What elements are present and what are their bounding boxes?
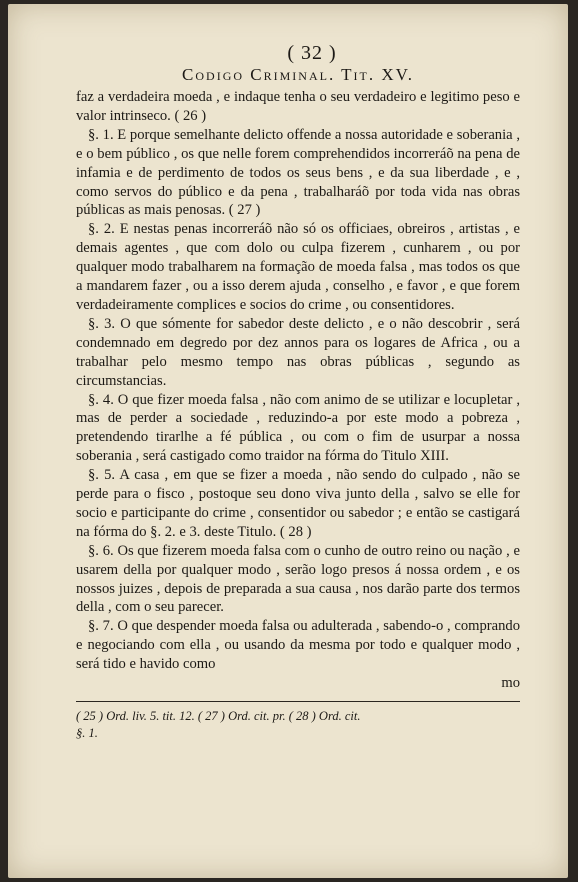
catchword: mo: [501, 675, 520, 692]
page-number: ( 32 ): [287, 42, 337, 64]
footnote-rule: [76, 701, 520, 702]
body-text: [76, 88, 520, 693]
paragraph-section-5: §. 5. A casa , em que se fizer a moeda , não sendo do culpado , não se perde para o fisco , postoque seu dono viva junto della , salvo se elle for socio e participante do crime , consentidor ou sabedor ; e então se castigará na fórma do §. 2. e 3. deste Titulo. ( 28 ): [76, 467, 520, 540]
paragraph-section-6: §. 6. Os que fizerem moeda falsa com o cunho de outro reino ou nação , e usarem della por qualquer modo , serão logo presos á nossa ordem , e os nossos juizes , depois de preparada a sua causa , nos darão parte dos termos della , com o seu parecer.: [76, 542, 520, 616]
paragraph-section-4: §. 4. O que fizer moeda falsa , não com animo de se utilizar e locupletar , mas de perder a sociedade , reduzindo-a por este modo a pobreza , pretendendo tirarlhe a fé pública , ou com o fim de usurpar a nossa soberania , será castigado como traidor na fórma do Titulo XIII.: [76, 391, 520, 465]
paragraph-section-7: §. 7. O que despender moeda falsa ou adulterada , sabendo-o , comprando e negociando com ella , ou usando da mesma por todo e qualquer modo , será tido e havido como: [76, 618, 520, 673]
paragraph-section-1: §. 1. E porque semelhante delicto offende a nossa autoridade e soberania , e o bem público , os que nelle forem comprehendidos incorreráõ na pena de infamia e de perdimento de todos os seus bens , e da sua liberdade , e , como servos do público e da pena , trabalharáõ por toda vida nas obras públicas as mais penosas. ( 27 ): [76, 126, 520, 219]
text-block: [76, 42, 520, 742]
paragraph-section-2: §. 2. E nestas penas incorreráõ não só os officiaes, obreiros , artistas , e demais agentes , que com dolo ou culpa fizerem , cunharem , ou por qualquer modo trabalharem na formação de moeda falsa , mas todos os que a mandarem fazer , ou a isso derem ajuda , conselho , e favor , e que forem verdadeiramente complices e socios do crime , ou consentidores.: [76, 221, 520, 313]
book-page: [8, 4, 568, 878]
footnotes: [76, 708, 520, 742]
footnote-line: §. 1.: [76, 726, 98, 740]
paragraph-section-3: §. 3. O que sómente for sabedor deste delicto , e o não descobrir , será condemnado em degredo por dez annos para os logares de Africa , ou a trabalhar pelo mesmo tempo nas obras públicas , segundo as circumstancias.: [76, 315, 520, 389]
footnote-line: ( 25 ) Ord. liv. 5. tit. 12. ( 27 ) Ord. cit. pr. ( 28 ) Ord. cit.: [76, 709, 361, 723]
running-head: Codigo Criminal. Tit. XV.: [182, 65, 414, 84]
paragraph-continued: faz a verdadeira moeda , e indaque tenha o seu verdadeiro e legitimo peso e valor intrinseco. ( 26 ): [76, 89, 520, 124]
